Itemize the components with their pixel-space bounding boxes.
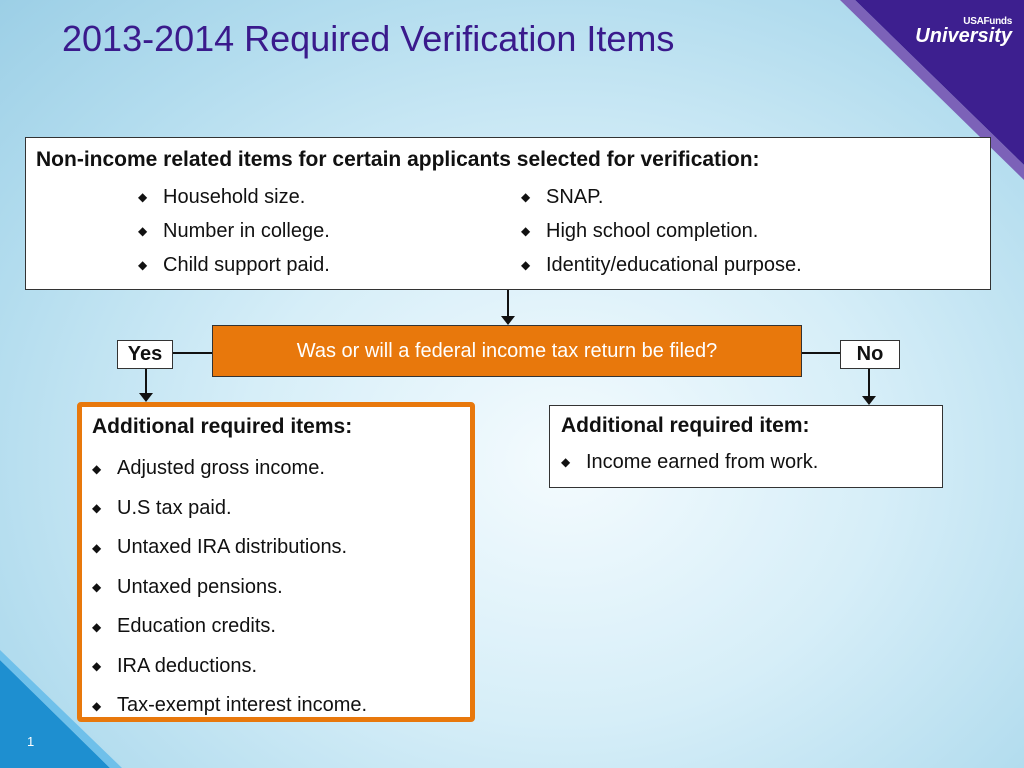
diamond-bullet-icon: ◆ <box>138 190 148 204</box>
list-item: ◆ Number in college. <box>138 219 330 242</box>
diamond-bullet-icon: ◆ <box>92 619 102 634</box>
yes-items-list <box>92 449 367 726</box>
list-item: ◆ Identity/educational purpose. <box>521 253 802 276</box>
diamond-bullet-icon: ◆ <box>92 501 102 516</box>
list-item: ◆ Adjusted gross income. <box>92 457 325 480</box>
list-item: ◆ Untaxed pensions. <box>92 575 283 598</box>
list-item: ◆ High school completion. <box>521 219 759 242</box>
list-item: ◆ IRA deductions. <box>92 654 258 677</box>
list-item: ◆ Education credits. <box>92 615 276 638</box>
diamond-bullet-icon: ◆ <box>138 224 148 238</box>
tax-return-question: Was or will a federal income tax return be filed? <box>212 325 802 377</box>
list-item: ◆ Tax-exempt interest income. <box>92 694 368 717</box>
arrowhead-yes <box>139 393 153 402</box>
list-item: ◆ Household size. <box>138 185 306 208</box>
diamond-bullet-icon: ◆ <box>92 540 102 555</box>
logo-big-text: University <box>915 25 1012 47</box>
diamond-bullet-icon: ◆ <box>521 258 531 272</box>
no-label: No <box>840 340 900 369</box>
diamond-bullet-icon: ◆ <box>92 698 102 713</box>
diamond-bullet-icon: ◆ <box>92 659 102 674</box>
diamond-bullet-icon: ◆ <box>521 224 531 238</box>
diamond-bullet-icon: ◆ <box>92 580 102 595</box>
slide-title: 2013-2014 Required Verification Items <box>62 18 675 59</box>
arrowhead-top <box>501 316 515 325</box>
list-item: ◆ SNAP. <box>521 185 604 208</box>
page-number: 1 <box>27 734 35 749</box>
non-income-list-left <box>138 180 330 282</box>
diamond-bullet-icon: ◆ <box>138 258 148 272</box>
non-income-header: Non-income related items for certain applicants selected for verification: <box>36 148 760 171</box>
logo-text <box>915 16 1012 45</box>
yes-items-header: Additional required items: <box>92 415 353 438</box>
yes-label: Yes <box>117 340 173 369</box>
list-item: ◆ U.S tax paid. <box>92 496 232 519</box>
no-items-list <box>561 446 818 478</box>
list-item: ◆ Untaxed IRA distributions. <box>92 536 348 559</box>
diamond-bullet-icon: ◆ <box>521 190 531 204</box>
no-items-box <box>549 405 943 488</box>
non-income-box <box>25 137 991 290</box>
yes-items-box <box>77 402 475 722</box>
non-income-list-right <box>521 180 802 282</box>
list-item: ◆ Income earned from work. <box>561 450 819 473</box>
no-items-header: Additional required item: <box>561 414 810 437</box>
diamond-bullet-icon: ◆ <box>92 461 102 476</box>
logo-small-text: USAFunds <box>963 16 1012 27</box>
arrowhead-no <box>862 396 876 405</box>
diamond-bullet-icon: ◆ <box>561 455 571 469</box>
list-item: ◆ Child support paid. <box>138 253 330 276</box>
